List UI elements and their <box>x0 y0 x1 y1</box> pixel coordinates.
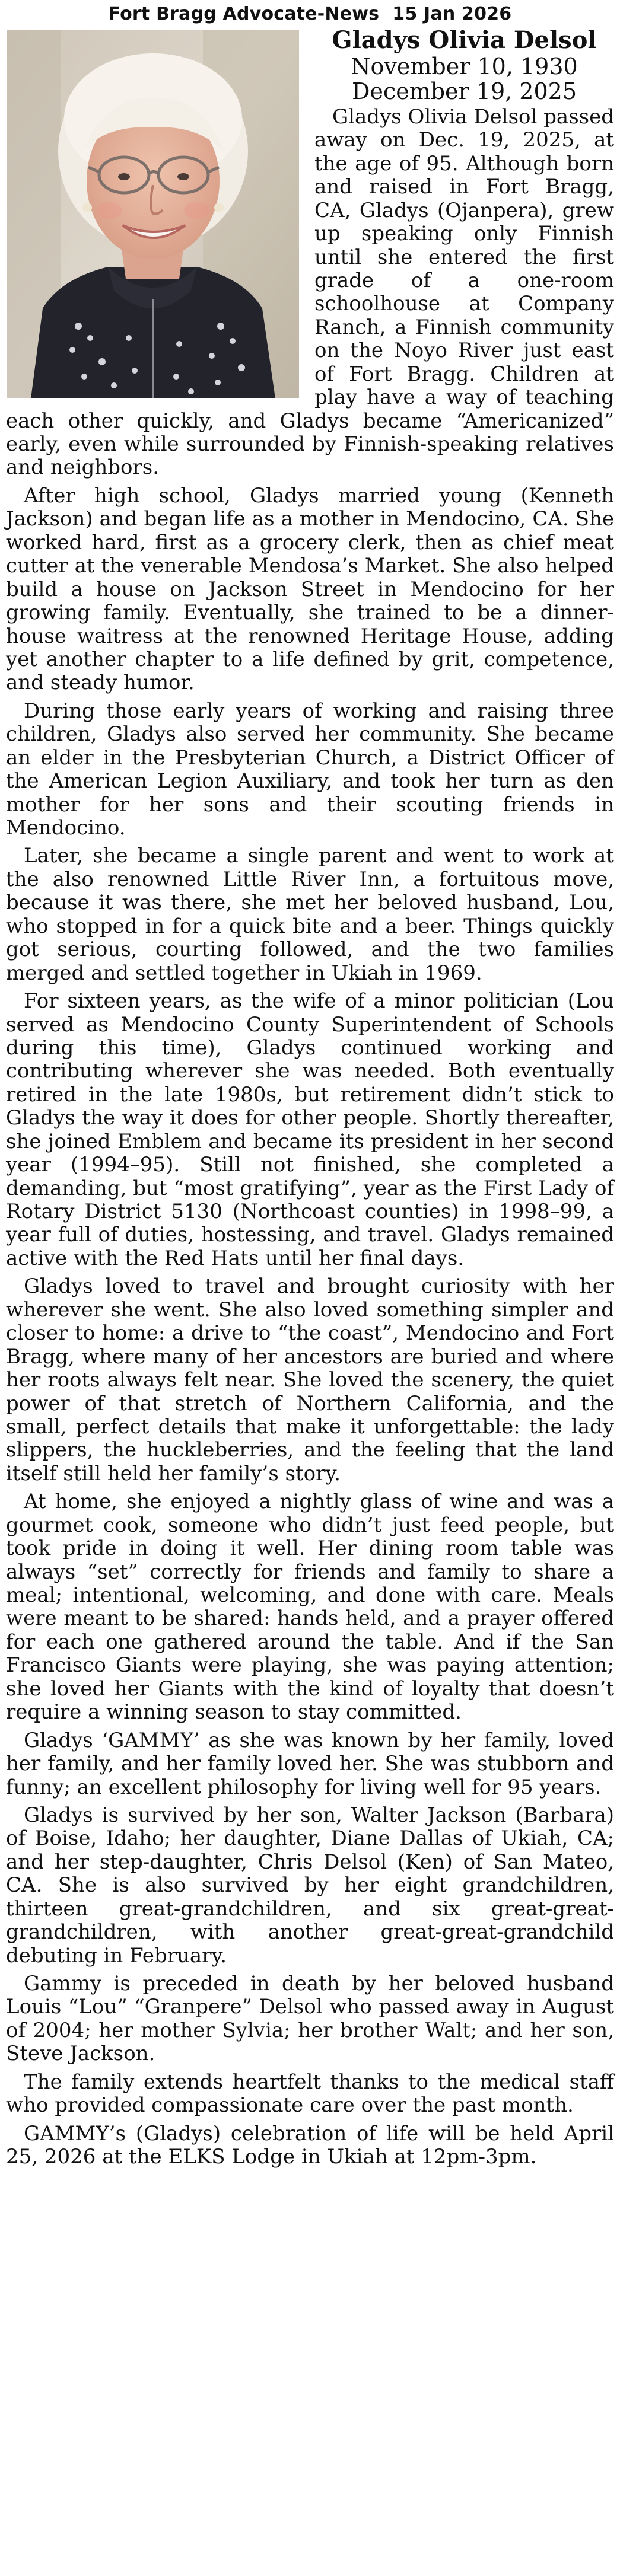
paragraph: Later, she became a single parent and went to work at the also renowned Little River Inn, a fortuitous move, because it was there, she met her beloved husband, Lou, who stopped in for a quick bite and a beer. Things quickly got serious, courting followed, and the two families merged and settled together in Ukiah in 1969. <box>6 844 614 985</box>
paragraph: The family extends heartfelt thanks to the medical staff who provided compassionate care over the past month. <box>6 2070 614 2118</box>
paragraph: Gladys ‘GAMMY’ as she was known by her family, loved her family, and her family loved her. She was stubborn and funny; an excellent philosophy for living well for 95 years. <box>6 1728 614 1799</box>
obituary-article <box>6 27 614 2174</box>
paragraph: Gladys is survived by her son, Walter Jackson (Barbara) of Boise, Idaho; her daughter, Diane Dallas of Ukiah, CA; and her step-daughter, Chris Delsol (Ken) of San Mateo, CA. She is also survived by her eight grandchildren, thirteen great-grandchildren, and six great-great-grandchildren, with another great-great-grandchild debuting in February. <box>6 1803 614 1968</box>
paragraph: GAMMY’s (Gladys) celebration of life will be held April 25, 2026 at the ELKS Lodge in Ukiah at 12pm-3pm. <box>6 2121 614 2169</box>
masthead <box>0 1 620 27</box>
paragraph: For sixteen years, as the wife of a minor politician (Lou served as Mendocino County Superintendent of Schools during this time), Gladys continued working and contributing wherever she was needed. Both eventually retired in the late 1980s, but retirement didn’t stick to Gladys the way it does for other people. Shortly thereafter, she joined Emblem and became its president in her second year (1994–95). Still not finished, she completed a demanding, but “most gratifying”, year as the First Lady of Rotary District 5130 (Northcoast counties) in 1998–99, a year full of duties, hostessing, and travel. Gladys remained active with the Red Hats until her final days. <box>6 989 614 1270</box>
paragraph: Gladys Olivia Delsol passed away on Dec. 19, 2025, at the age of 95. Although born and raised in Fort Bragg, CA, Gladys (Ojanpera), grew up speaking only Finnish until she entered the first grade of a one-room schoolhouse at Company Ranch, a Finnish community on the Noyo River just east of Fort Bragg. Children at play have a way of teaching each other quickly, and Gladys became “Americanized” early, even while surrounded by Finnish-speaking relatives and neighbors. <box>6 104 614 480</box>
paragraph: During those early years of working and raising three children, Gladys also served her community. She became an elder in the Presbyterian Church, a District Officer of the American Legion Auxiliary, and took her turn as den mother for her sons and their scouting friends in Mendocino. <box>6 699 614 840</box>
paragraph: At home, she enjoyed a nightly glass of wine and was a gourmet cook, someone who didn’t just feed people, but took pride in doing it well. Her dining room table was always “set” correctly for friends and family to share a meal; intentional, welcoming, and done with care. Meals were meant to be shared: hands held, and a prayer offered for each one gathered around the table. And if the San Francisco Giants were playing, she was paying attention; she loved her Giants with the kind of loyalty that doesn’t require a winning season to stay committed. <box>6 1490 614 1724</box>
paragraph: Gladys loved to travel and brought curiosity with her wherever she went. She also loved something simpler and closer to home: a drive to “the coast”, Mendocino and Fort Bragg, where many of her ancestors are buried and where her roots always felt near. She loved the scenery, the quiet power of that stretch of Northern California, and the small, perfect details that make it unforgettable: the lady slippers, the huckleberries, and the feeling that the land itself still held her family’s story. <box>6 1274 614 1485</box>
paragraph: Gammy is preceded in death by her beloved husband Louis “Lou” “Granpere” Delsol who passed away in August of 2004; her mother Sylvia; her brother Walt; and her son, Steve Jackson. <box>6 1972 614 2066</box>
portrait-photo <box>7 30 299 398</box>
death-date: December 19, 2025 <box>351 78 577 105</box>
deceased-name: Gladys Olivia Delsol <box>332 26 597 54</box>
publication-date: 15 Jan 2026 <box>392 4 512 24</box>
birth-date: November 10, 1930 <box>351 53 578 79</box>
paragraph: After high school, Gladys married young (Kenneth Jackson) and began life as a mother in Mendocino, CA. She worked hard, first as a grocery clerk, then as chief meat cutter at the venerable Mendosa’s Market. She also helped build a house on Jackson Street in Mendocino for her growing family. Eventually, she trained to be a dinner-house waitress at the renowned Heritage House, adding yet another chapter to a life defined by grit, competence, and steady humor. <box>6 483 614 695</box>
newspaper-name: Fort Bragg Advocate-News <box>108 4 380 24</box>
